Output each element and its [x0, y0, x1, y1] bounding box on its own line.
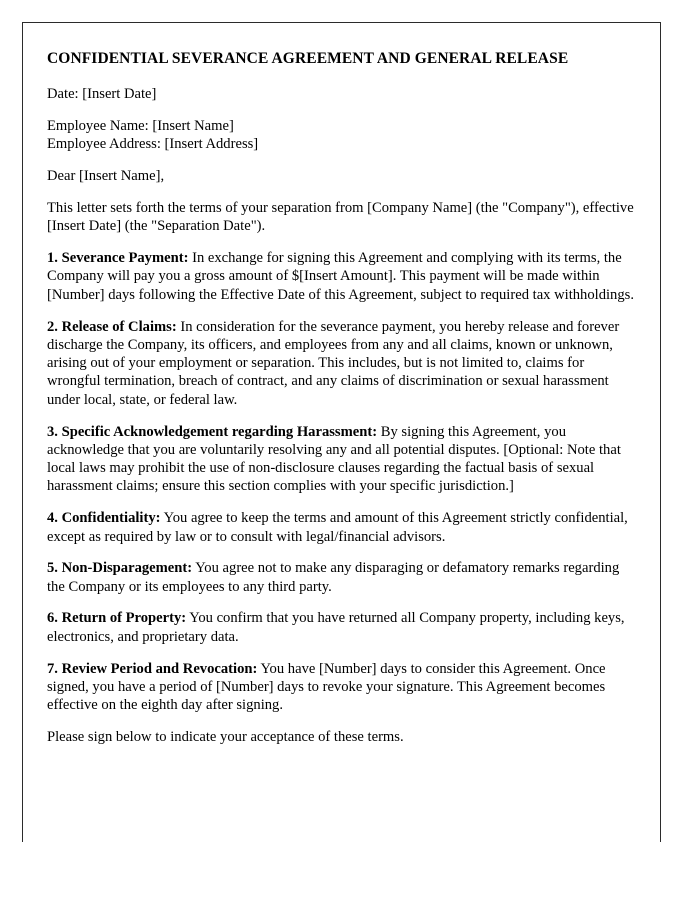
clause-text: You have [Number] days to consider this Agreement. Once signed, you have a period of [Number] days to revoke your signature. This Agreement becomes effective on the eighth day after signing.	[47, 660, 606, 714]
clause-severance-payment	[47, 249, 636, 304]
clause-label: 2. Release of Claims:	[47, 318, 177, 335]
clause-text: You agree to keep the terms and amount of this Agreement strictly confidential, except as required by law or to consult with legal/financial advisors.	[47, 510, 628, 545]
clause-text: You agree not to make any disparaging or defamatory remarks regarding the Company or its employees to any third party.	[47, 560, 620, 595]
employee-info-block	[47, 117, 636, 154]
date-line: Date: [Insert Date]	[47, 86, 157, 103]
clause-label: 4. Confidentiality:	[47, 510, 161, 527]
clause-text: You confirm that you have returned all Company property, including keys, electronics, and proprietary data.	[47, 610, 625, 645]
page-title: CONFIDENTIAL SEVERANCE AGREEMENT AND GENERAL RELEASE	[47, 50, 569, 67]
clause-label: 3. Specific Acknowledgement regarding Harassment:	[47, 423, 378, 440]
clause-label: 1. Severance Payment:	[47, 250, 189, 267]
clause-label: 7. Review Period and Revocation:	[47, 660, 258, 677]
employee-address-line: Employee Address: [Insert Address]	[47, 136, 259, 153]
clause-label: 6. Return of Property:	[47, 610, 187, 627]
clause-non-disparagement	[47, 559, 636, 596]
intro-paragraph: This letter sets forth the terms of your separation from [Company Name] (the "Company"), effective [Insert Date] (the "Separation Date").	[47, 200, 634, 235]
clause-release-of-claims	[47, 318, 636, 409]
document-page	[22, 22, 661, 842]
clause-text: In exchange for signing this Agreement and complying with its terms, the Company will pay you a gross amount of $[Insert Amount]. This payment will be made within [Number] days following the Effective Date of this Agreement, subject to required tax withholdings.	[47, 250, 634, 303]
clause-specific-acknowledgement-harassment	[47, 423, 636, 496]
clause-review-period-revocation	[47, 660, 636, 715]
clause-text: In consideration for the severance payment, you hereby release and forever discharge the Company, its officers, and employees from any and all claims, known or unknown, arising out of your employment or separation. This includes, but is not limited to, claims for wrongful termination, breach of contract, and any claims of discrimination or sexual harassment under local, state, or federal law.	[47, 318, 620, 408]
clause-confidentiality	[47, 509, 636, 546]
salutation: Dear [Insert Name],	[47, 168, 165, 185]
document-body	[23, 23, 660, 746]
clause-return-of-property	[47, 609, 636, 646]
employee-name-line: Employee Name: [Insert Name]	[47, 118, 234, 135]
closing-paragraph: Please sign below to indicate your acceptance of these terms.	[47, 728, 404, 745]
clause-text: By signing this Agreement, you acknowledge that you are voluntarily resolving any and all potential disputes. [Optional: Note that local laws may prohibit the use of non-disclosure clauses regarding the factual basis of sexual harassment claims; ensure this section complies with your specific jurisdiction.]	[47, 423, 621, 495]
clause-label: 5. Non-Disparagement:	[47, 560, 193, 577]
